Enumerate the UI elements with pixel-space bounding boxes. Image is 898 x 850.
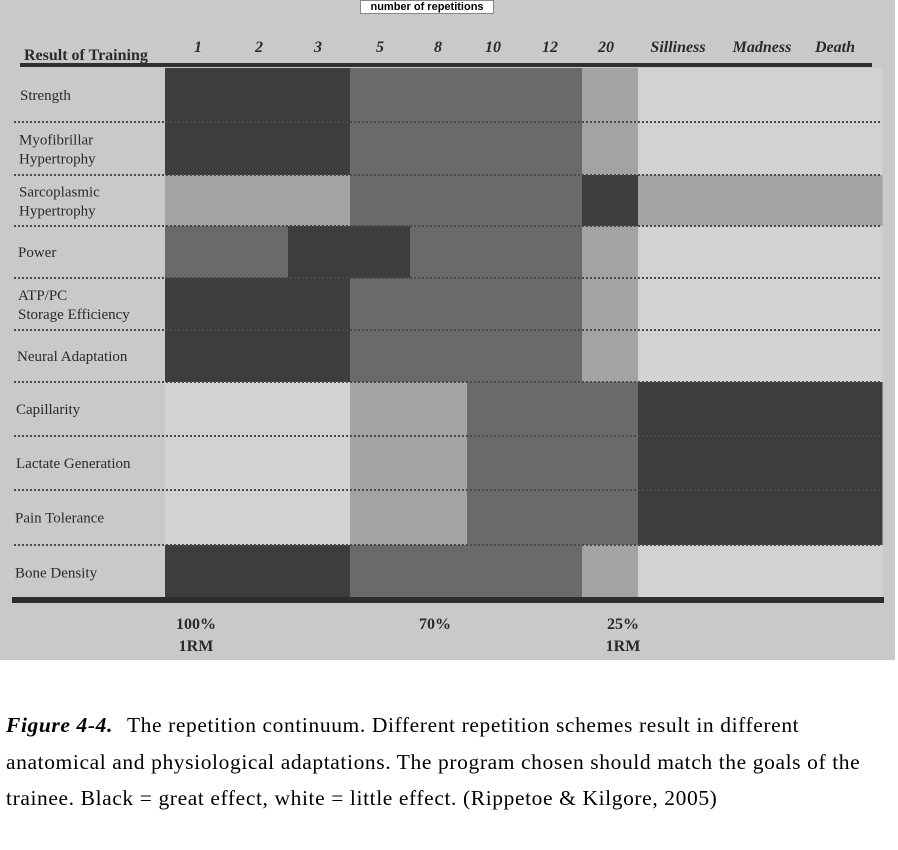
heatmap-cell — [768, 68, 883, 123]
heatmap-cell — [350, 278, 411, 331]
heatmap-cell — [467, 330, 526, 383]
heatmap-cell — [288, 122, 351, 176]
heatmap-cell — [410, 330, 468, 383]
heatmap-cell — [703, 278, 769, 331]
heatmap-cell — [228, 436, 289, 491]
heatmap-cell — [467, 436, 526, 491]
heatmap-cell — [350, 122, 411, 176]
heatmap-cell — [768, 226, 883, 279]
heatmap-cell — [525, 68, 583, 123]
figure-label: Figure 4-4. — [6, 713, 113, 737]
heatmap-cell — [638, 278, 704, 331]
heatmap-cell — [410, 545, 468, 601]
heatmap-cell — [410, 226, 468, 279]
heatmap-cell — [638, 330, 704, 383]
heatmap-cell — [165, 175, 229, 227]
heatmap-cell — [703, 382, 769, 437]
heatmap-cell — [467, 122, 526, 176]
heatmap-cell — [165, 382, 229, 437]
heatmap-cell — [638, 436, 704, 491]
heatmap-cell — [525, 278, 583, 331]
heatmap-cell — [228, 68, 289, 123]
heatmap-cell — [703, 330, 769, 383]
heatmap-cell — [703, 545, 769, 601]
heatmap-cell — [350, 226, 411, 279]
heatmap-cell — [703, 175, 769, 227]
intensity-label: 70% — [419, 616, 451, 633]
heatmap-cell — [582, 436, 639, 491]
intensity-label: 25% 1RM — [605, 616, 641, 655]
heatmap-cell — [525, 382, 583, 437]
heatmap-cell — [165, 436, 229, 491]
heatmap-cell — [350, 436, 411, 491]
heatmap-cell — [703, 490, 769, 546]
heatmap-cell — [582, 68, 639, 123]
heatmap-cell — [288, 382, 351, 437]
heatmap-cell — [582, 226, 639, 279]
heatmap-cell — [525, 226, 583, 279]
heatmap-cell — [525, 436, 583, 491]
column-label: Madness — [732, 39, 792, 56]
heatmap-cell — [768, 545, 883, 601]
heatmap-cell — [638, 175, 704, 227]
heatmap-cell — [525, 122, 583, 176]
row-label: Capillarity — [16, 402, 81, 418]
column-label: 10 — [485, 39, 501, 56]
heatmap-cell — [467, 175, 526, 227]
heatmap-cell — [768, 278, 883, 331]
column-label: 1 — [194, 39, 202, 56]
heatmap-cell — [768, 175, 883, 227]
figure-caption — [6, 707, 866, 817]
heatmap-cell — [410, 382, 468, 437]
heatmap-cell — [467, 382, 526, 437]
heatmap-cell — [288, 436, 351, 491]
heatmap-cell — [165, 545, 229, 601]
heatmap-cell — [525, 490, 583, 546]
heatmap-cell — [525, 175, 583, 227]
heatmap-cell — [638, 122, 704, 176]
column-label: 5 — [376, 39, 384, 56]
heatmap-cell — [703, 436, 769, 491]
row-header: Result of Training — [24, 47, 148, 64]
heatmap-cell — [582, 278, 639, 331]
heatmap-cell — [288, 226, 351, 279]
heatmap-cell — [638, 226, 704, 279]
heatmap-cell — [582, 175, 639, 227]
heatmap-cell — [638, 545, 704, 601]
heatmap-cell — [768, 490, 883, 546]
heatmap-cell — [288, 490, 351, 546]
column-label: 8 — [434, 39, 442, 56]
heatmap-cell — [768, 382, 883, 437]
heatmap-cell — [410, 122, 468, 176]
caption-text: The repetition continuum. Different repetition schemes result in different anatomical and physiological adaptations. The program chosen should match the goals of the trainee. Black = great effect, white = little effect. (Rippetoe & Kilgore, 2005) — [6, 713, 861, 810]
heatmap-cell — [582, 545, 639, 601]
row-label: Sarcoplasmic Hypertrophy — [19, 184, 100, 220]
heatmap-cell — [768, 436, 883, 491]
heatmap-cell — [703, 226, 769, 279]
row-label: ATP/PC Storage Efficiency — [18, 288, 130, 323]
column-label: 3 — [314, 39, 322, 56]
column-label: Silliness — [650, 39, 706, 56]
heatmap-cell — [467, 226, 526, 279]
heatmap-cell — [582, 382, 639, 437]
heatmap-cell — [582, 330, 639, 383]
heatmap-cell — [228, 278, 289, 331]
heatmap-cell — [165, 226, 229, 279]
row-label: Strength — [20, 88, 71, 104]
bottom-rule — [12, 597, 884, 603]
column-label: 2 — [255, 39, 263, 56]
row-label: Lactate Generation — [16, 456, 131, 472]
heatmap-cell — [228, 330, 289, 383]
column-label: 20 — [598, 39, 614, 56]
column-label: Death — [815, 39, 855, 56]
heatmap-cell — [467, 68, 526, 123]
heatmap-cell — [410, 68, 468, 123]
heatmap-cell — [525, 545, 583, 601]
column-label: 12 — [542, 39, 558, 56]
heatmap-cell — [350, 490, 411, 546]
heatmap-cell — [228, 175, 289, 227]
heatmap-cell — [638, 68, 704, 123]
heatmap-cell — [703, 68, 769, 123]
heatmap-cell — [350, 545, 411, 601]
heatmap-cell — [228, 226, 289, 279]
heatmap-cell — [288, 68, 351, 123]
heatmap-cell — [410, 278, 468, 331]
heatmap-cell — [350, 330, 411, 383]
heatmap-cell — [467, 490, 526, 546]
heatmap-cell — [638, 490, 704, 546]
heatmap-cell — [228, 545, 289, 601]
heatmap-cell — [165, 490, 229, 546]
row-label: Neural Adaptation — [17, 349, 128, 365]
heatmap-cell — [165, 330, 229, 383]
heatmap-cell — [768, 122, 883, 176]
heatmap-cell — [350, 68, 411, 123]
heatmap-cell — [467, 545, 526, 601]
heatmap-cell — [228, 490, 289, 546]
heatmap-cell — [638, 382, 704, 437]
heatmap-cell — [165, 122, 229, 176]
heatmap-cell — [228, 122, 289, 176]
row-label: Myofibrillar Hypertrophy — [19, 132, 96, 168]
heatmap-cell — [582, 490, 639, 546]
heatmap-cell — [525, 330, 583, 383]
intensity-label: 100% 1RM — [176, 616, 216, 655]
heatmap-cell — [350, 382, 411, 437]
row-label: Pain Tolerance — [15, 510, 105, 527]
heatmap-cell — [288, 175, 351, 227]
heatmap-cell — [165, 68, 229, 123]
heatmap-cell — [288, 278, 351, 331]
heatmap-cell — [410, 175, 468, 227]
heatmap-cell — [288, 330, 351, 383]
heatmap-cell — [582, 122, 639, 176]
row-label: Power — [18, 245, 57, 261]
heatmap-cell — [703, 122, 769, 176]
heatmap-cell — [228, 382, 289, 437]
heatmap-cell — [165, 278, 229, 331]
heatmap-cell — [768, 330, 883, 383]
heatmap-cell — [410, 490, 468, 546]
heatmap-cell — [410, 436, 468, 491]
heatmap-cell — [288, 545, 351, 601]
heatmap-cell — [467, 278, 526, 331]
header-label: number of repetitions — [360, 0, 494, 14]
row-label: Bone Density — [15, 565, 98, 582]
heatmap-cell — [350, 175, 411, 227]
